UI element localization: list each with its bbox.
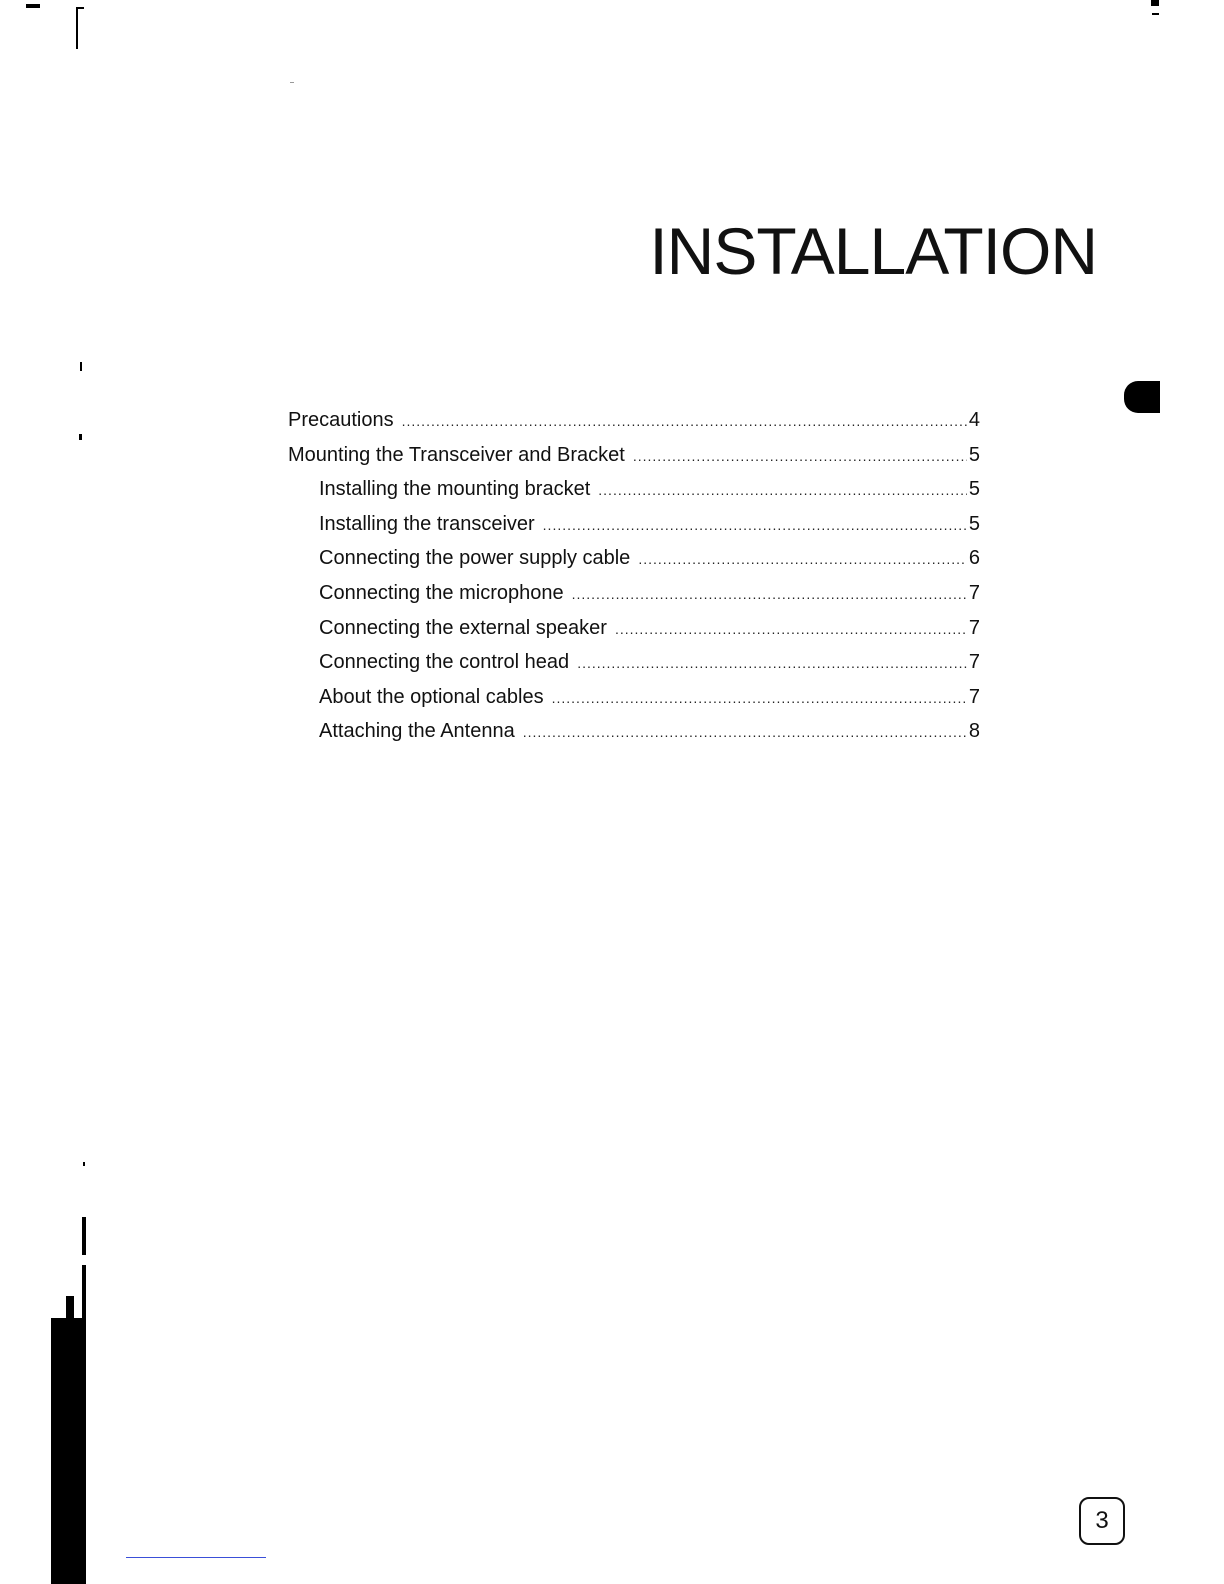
toc-entry-label: Connecting the external speaker	[319, 616, 607, 639]
toc-entry-control-head[interactable]	[288, 645, 980, 680]
table-of-contents	[288, 403, 980, 749]
scan-artifact	[76, 7, 84, 9]
toc-entry-page: 5	[968, 478, 980, 501]
section-thumb-tab	[1124, 381, 1160, 413]
toc-entry-external-speaker[interactable]	[288, 611, 980, 646]
toc-entry-page: 8	[968, 720, 980, 743]
toc-entry-label: Connecting the power supply cable	[319, 547, 631, 570]
toc-entry-precautions[interactable]	[288, 403, 980, 438]
toc-entry-microphone[interactable]	[288, 576, 980, 611]
toc-entry-page: 7	[968, 616, 980, 639]
toc-entry-power-supply-cable[interactable]	[288, 541, 980, 576]
toc-dot-leader	[577, 646, 967, 681]
toc-entry-label: Connecting the microphone	[319, 581, 564, 604]
scan-artifact	[80, 362, 82, 371]
footer-rule	[126, 1557, 266, 1558]
toc-dot-leader	[615, 612, 967, 647]
scan-artifact	[26, 4, 40, 8]
scan-artifact	[1151, 0, 1159, 6]
toc-entry-label: Installing the transceiver	[319, 512, 535, 535]
toc-entry-label: Installing the mounting bracket	[319, 478, 591, 501]
toc-entry-mounting-transceiver-bracket[interactable]	[288, 438, 980, 473]
toc-dot-leader	[572, 577, 967, 612]
toc-dot-leader	[552, 681, 967, 716]
toc-entry-label: Precautions	[288, 409, 394, 431]
page-title: INSTALLATION	[649, 214, 1097, 288]
scan-artifact	[76, 7, 78, 49]
scan-edge-shadow	[51, 1318, 86, 1584]
toc-entry-label: About the optional cables	[319, 685, 544, 708]
toc-entry-page: 6	[968, 547, 980, 570]
scan-artifact	[83, 1162, 85, 1166]
toc-entry-label: Mounting the Transceiver and Bracket	[288, 443, 625, 466]
scan-artifact	[82, 1217, 86, 1255]
toc-dot-leader	[633, 439, 967, 474]
toc-dot-leader	[638, 542, 967, 577]
toc-dot-leader	[402, 404, 967, 439]
toc-entry-page: 4	[968, 409, 980, 431]
toc-dot-leader	[543, 508, 967, 543]
scan-artifact	[79, 434, 82, 440]
toc-dot-leader	[598, 473, 967, 508]
scan-artifact	[290, 82, 294, 83]
scan-artifact	[1152, 13, 1159, 15]
toc-entry-label: Attaching the Antenna	[319, 720, 515, 743]
toc-entry-installing-mounting-bracket[interactable]	[288, 472, 980, 507]
toc-entry-page: 5	[968, 443, 980, 466]
page-number: 3	[1079, 1497, 1125, 1545]
toc-entry-optional-cables[interactable]	[288, 680, 980, 715]
toc-entry-page: 7	[968, 685, 980, 708]
toc-entry-page: 5	[968, 512, 980, 535]
toc-entry-page: 7	[968, 581, 980, 604]
toc-entry-installing-transceiver[interactable]	[288, 507, 980, 542]
toc-entry-antenna[interactable]	[288, 714, 980, 749]
toc-entry-label: Connecting the control head	[319, 651, 570, 674]
toc-entry-page: 7	[968, 651, 980, 674]
toc-dot-leader	[523, 715, 967, 750]
